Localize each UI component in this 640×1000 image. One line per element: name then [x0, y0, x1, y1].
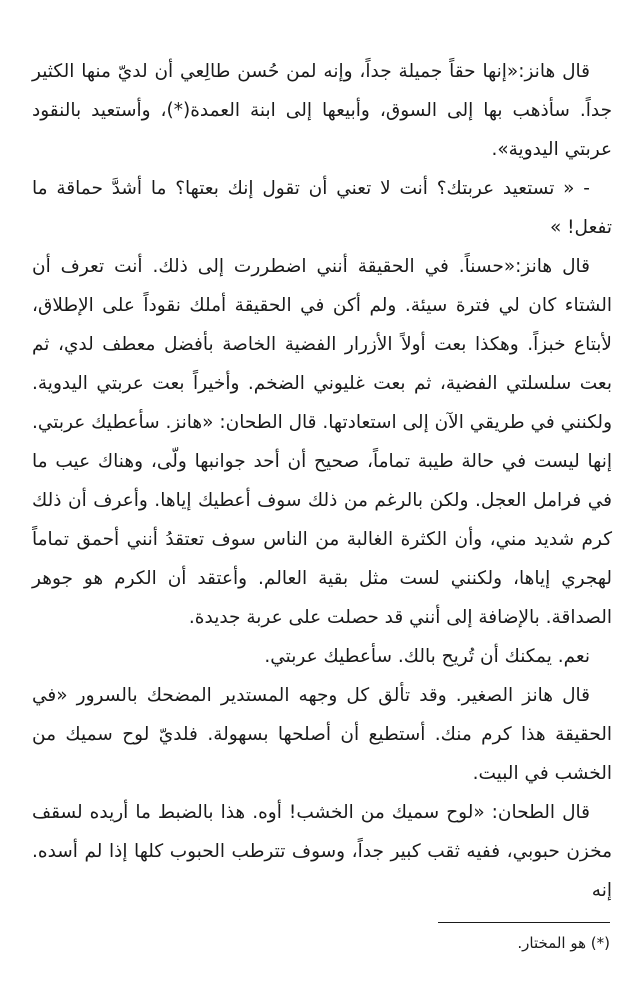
paragraph: قال هانز الصغير. وقد تألق كل وجهه المستدير المضحك بالسرور «في الحقيقة هذا كرم منك. أستطيع أن أصلحها بسهولة. فلديّ لوح سميك من الخشب في البيت.: [32, 685, 612, 784]
footnote-divider: [438, 922, 610, 923]
body-text: [32, 52, 612, 910]
paragraph: قال هانز:«حسناً. في الحقيقة أنني اضطررت إلى ذلك. أنت تعرف أن الشتاء كان لي فترة سيئة. ولم أكن في الحقيقة أملك نقوداً على الإطلاق، لأبتاع خبزاً. وهكذا بعت أولاً الأزرار الفضية الخاصة بأفضل معطف لدي، ثم بعت سلسلتي الفضية، ثم بعت غليوني الضخم. وأخيراً بعت عربتي اليدوية. ولكنني في طريقي الآن إلى استعادتها. قال الطحان: «هانز. سأعطيك عربتي. إنها ليست في حالة طيبة تماماً، صحيح أن أحد جوانبها ولّى، وهناك عيب ما في فرامل العجل. ولكن بالرغم من ذلك سوف أعطيك إياها. وأعرف أن ذلك كرم شديد مني، وأن الكثرة الغالبة من الناس سوف تعتقدُ أنني أحمق تماماً لهجري إياها، ولكنني لست مثل بقية العالم. وأعتقد أن الكرم هو جوهر الصداقة. بالإضافة إلى أنني قد حصلت على عربة جديدة.: [31, 256, 612, 628]
paragraph: نعم. يمكنك أن تُريح بالك. سأعطيك عربتي.: [264, 646, 590, 667]
paragraph: - « تستعيد عربتك؟ أنت لا تعني أن تقول إنك بعتها؟ ما أشدَّ حماقة ما تفعل! »: [32, 178, 612, 238]
paragraph: قال الطحان: «لوح سميك من الخشب! أوه. هذا بالضبط ما أريده لسقف مخزن حبوبي، ففيه ثقب كبير جداً، وسوف تترطب الحبوب كلها إذا لم أسده. إنه: [32, 802, 612, 901]
footnote: (*) هو المختار.: [517, 934, 610, 952]
paragraph: قال هانز:«إنها حقاً جميلة جداً، وإنه لمن حُسن طالِعي أن لديّ منها الكثير جداً. سأذهب بها إلى السوق، وأبيعها إلى ابنة العمدة(*)، وأستعيد بالنقود عربتي اليدوية».: [32, 61, 612, 160]
